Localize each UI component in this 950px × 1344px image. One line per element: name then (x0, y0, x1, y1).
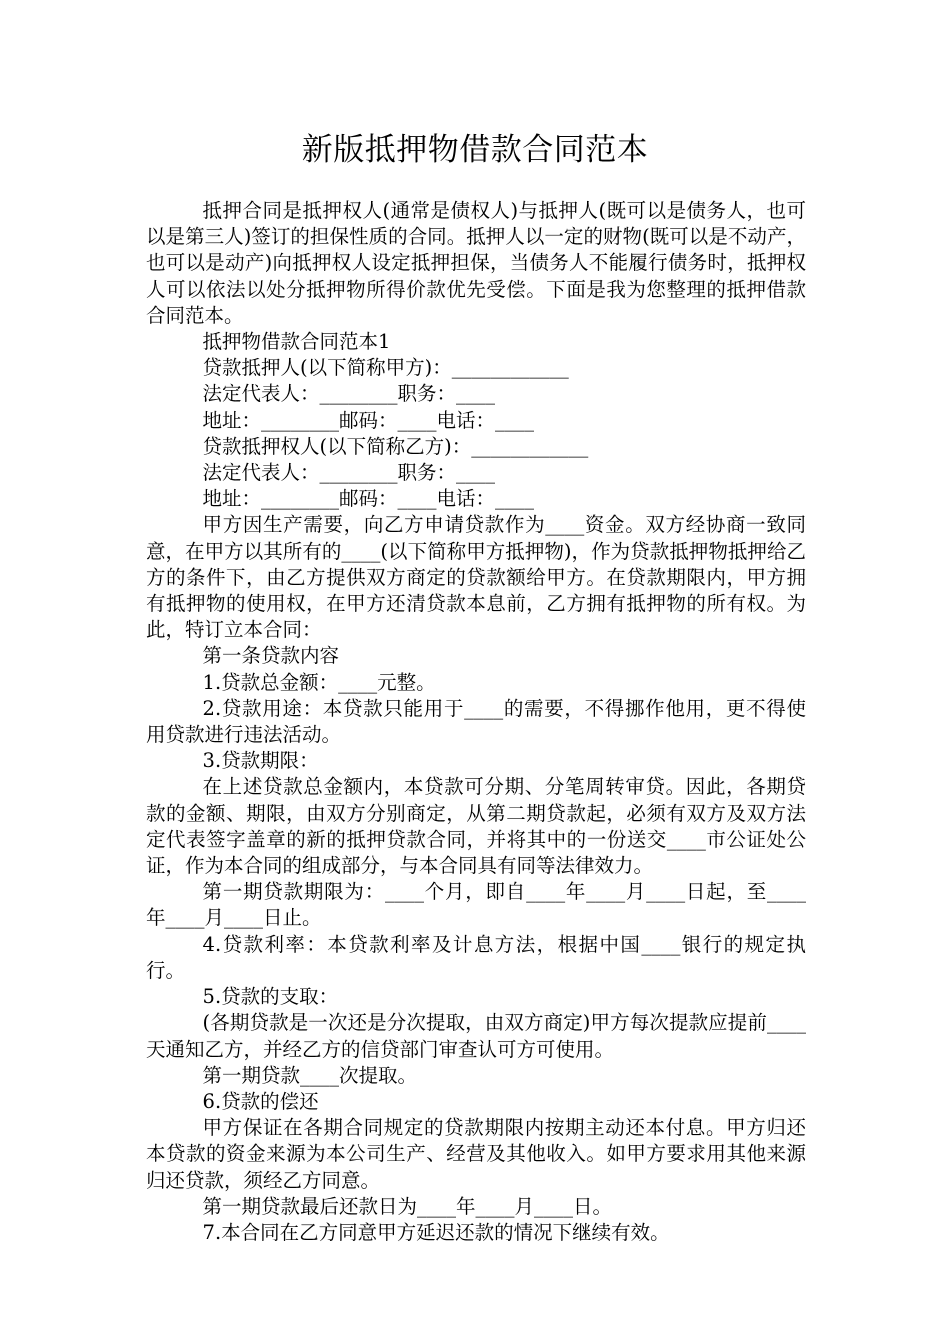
paragraph-repayment-body: 甲方保证在各期合同规定的贷款期限内按期主动还本付息。甲方归还本贷款的资金来源为本公司生产、经营及其他收入。如甲方要求用其他来源归还贷款，须经乙方同意。 (146, 1116, 806, 1192)
paragraph-withdrawal-heading: 5.贷款的支取： (202, 985, 339, 1009)
paragraph-interest-rate: 4.贷款利率：本贷款利率及计息方法，根据中国____银行的规定执行。 (146, 932, 806, 982)
paragraph-withdrawal-body: (各期贷款是一次还是分次提取，由双方商定)甲方每次提款应提前____天通知乙方，并经乙方的信贷部门审查认可方可使用。 (146, 1011, 806, 1061)
paragraph-loan-term-heading: 3.贷款期限： (202, 749, 319, 773)
paragraph-repayment-heading: 6.贷款的偿还 (202, 1089, 319, 1113)
paragraph-first-term: 第一期贷款期限为：____个月，即自____年____月____日起，至____年____月____日止。 (146, 880, 806, 930)
paragraph-section-heading: 抵押物借款合同范本1 (202, 330, 391, 354)
paragraph-party-a: 贷款抵押人(以下简称甲方)：____________ (202, 356, 569, 380)
paragraph-loan-term-body: 在上述贷款总金额内，本贷款可分期、分笔周转审贷。因此，各期贷款的金额、期限，由双方分别商定，从第二期贷款起，必须有双方及双方法定代表签字盖章的新的抵押贷款合同，并将其中的一份送交____市公证处公证，作为本合同的组成部分，与本合同具有同等法律效力。 (146, 775, 806, 878)
paragraph-final-repayment-date: 第一期贷款最后还款日为____年____月____日。 (202, 1194, 613, 1218)
paragraph-clause-7: 7.本合同在乙方同意甲方延迟还款的情况下继续有效。 (202, 1220, 670, 1244)
paragraph-party-a-address: 地址：________邮码：____电话：____ (202, 408, 535, 432)
paragraph-party-a-representative: 法定代表人：________职务：____ (202, 382, 496, 406)
paragraph-first-withdrawal: 第一期贷款____次提取。 (202, 1063, 418, 1087)
paragraph-party-b: 贷款抵押权人(以下简称乙方)：____________ (202, 434, 589, 458)
paragraph-preamble: 甲方因生产需要，向乙方申请贷款作为____资金。双方经协商一致同意，在甲方以其所有的____(以下简称甲方抵押物)，作为贷款抵押物抵押给乙方的条件下，由乙方提供双方商定的贷款额给甲方。在贷款期限内，甲方拥有抵押物的使用权，在甲方还清贷款本息前，乙方拥有抵押物的所有权。为此，特订立本合同： (146, 513, 806, 642)
document-body (146, 198, 806, 1246)
paragraph-intro: 抵押合同是抵押权人(通常是债权人)与抵押人(既可以是债务人，也可以是第三人)签订的担保性质的合同。抵押人以一定的财物(既可以是不动产，也可以是动产)向抵押权人设定抵押担保，当债务人不能履行债务时，抵押权人可以依法以处分抵押物所得价款优先受偿。下面是我为您整理的抵押借款合同范本。 (146, 199, 806, 327)
paragraph-party-b-representative: 法定代表人：________职务：____ (202, 461, 496, 485)
paragraph-article-1-heading: 第一条贷款内容 (202, 644, 340, 668)
document-title: 新版抵押物借款合同范本 (301, 132, 649, 168)
paragraph-loan-amount: 1.贷款总金额：____元整。 (202, 670, 436, 694)
paragraph-loan-purpose: 2.贷款用途：本贷款只能用于____的需要，不得挪作他用，更不得使用贷款进行违法活动。 (146, 696, 806, 747)
paragraph-party-b-address: 地址：________邮码：____电话：____ (202, 487, 535, 511)
